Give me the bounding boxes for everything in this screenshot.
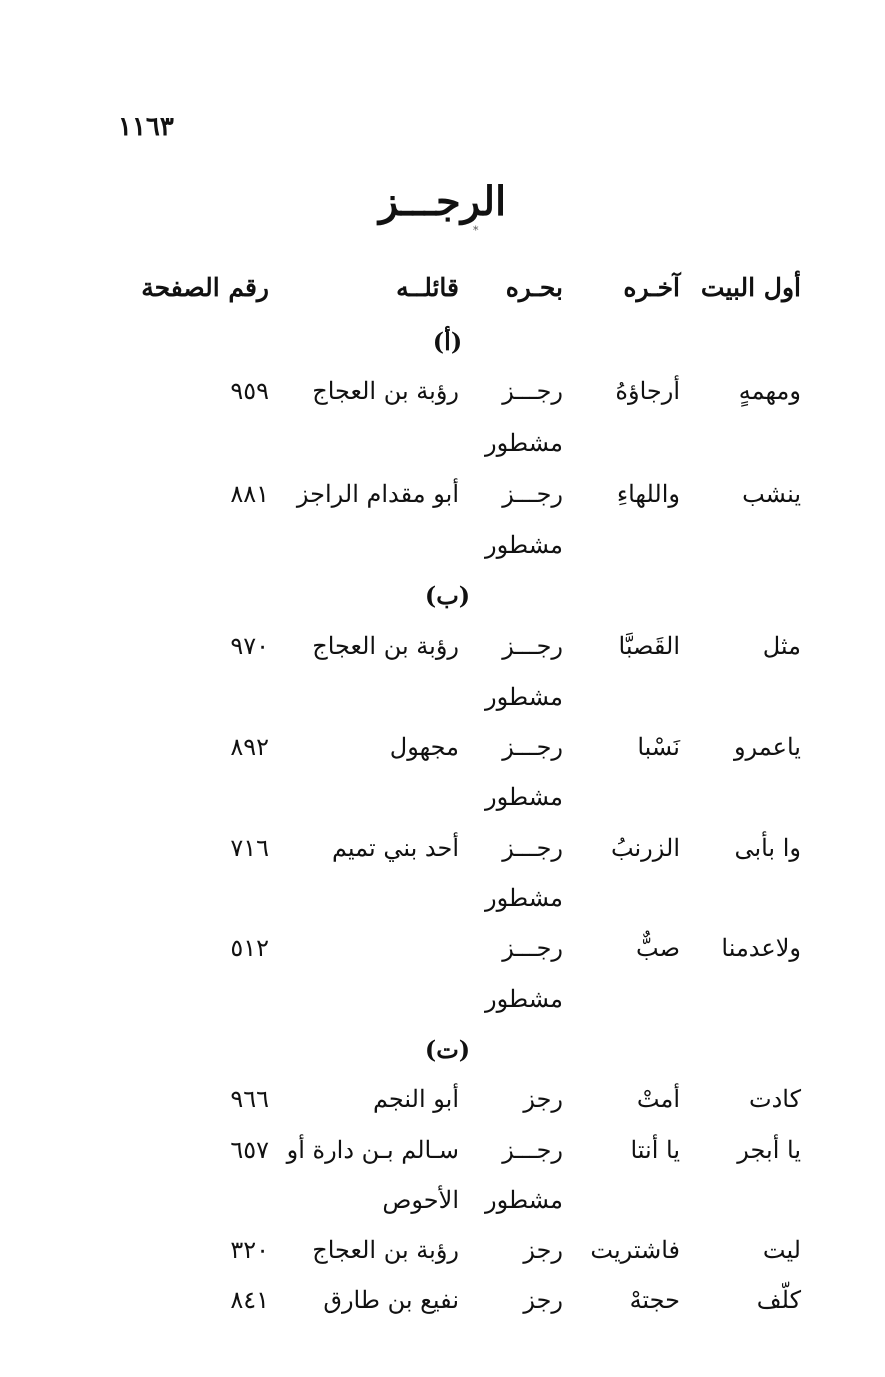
- first-word: وا بأبى: [734, 834, 801, 862]
- last-word: فاشتريت: [590, 1236, 680, 1264]
- poet: رؤبة بن العجاج: [312, 377, 459, 405]
- meter-qualifier: مشطور: [485, 683, 563, 711]
- meter-qualifier: مشطور: [485, 531, 563, 559]
- table-row-continuation: [0, 677, 885, 717]
- poet: أحد بني تميم: [331, 834, 459, 862]
- page-ref: ٣٢٠: [230, 1236, 269, 1264]
- first-word: ومهمهٍ: [738, 377, 801, 405]
- table-row: [0, 1079, 885, 1119]
- table-row: [0, 1130, 885, 1170]
- meter: رجـــز: [502, 733, 563, 761]
- header-last-word: آخـره: [623, 273, 680, 302]
- table-row-continuation: [0, 525, 885, 565]
- first-word: ينشب: [742, 480, 801, 508]
- last-word: يا أنتا: [630, 1136, 680, 1164]
- poet: سـالم بـن دارة أو: [286, 1136, 459, 1164]
- last-word: أمتْ: [636, 1085, 680, 1113]
- header-page: رقم الصفحة: [141, 273, 269, 302]
- poet: رؤبة بن العجاج: [312, 1236, 459, 1264]
- last-word: الزرنبُ: [610, 834, 680, 862]
- poet: رؤبة بن العجاج: [312, 632, 459, 660]
- last-word: القَصبَّا: [618, 632, 680, 660]
- section-heading-ba: (ب): [424, 581, 471, 610]
- meter: رجز: [523, 1085, 563, 1113]
- poet: مجهول: [389, 733, 459, 761]
- meter-qualifier: مشطور: [485, 429, 563, 457]
- meter: رجـــز: [502, 480, 563, 508]
- meter: رجـــز: [502, 934, 563, 962]
- header-meter: بحـره: [505, 273, 563, 302]
- first-word: كلّف: [756, 1286, 801, 1314]
- page-title: الرجـــز: [378, 178, 507, 225]
- last-word: أرجاؤهُ: [615, 377, 680, 405]
- meter: رجـــز: [502, 1136, 563, 1164]
- table-row-continuation: [0, 777, 885, 817]
- table-row-continuation: [0, 1180, 885, 1220]
- table-row-continuation: [0, 979, 885, 1019]
- meter-qualifier: مشطور: [485, 985, 563, 1013]
- last-word: صبٌّ: [636, 934, 680, 962]
- page-number: ١١٦٣: [118, 112, 174, 142]
- table-row: [0, 1280, 885, 1320]
- header-poet: قائلــه: [396, 273, 459, 302]
- ornament-star: *: [473, 224, 479, 237]
- table-row: [0, 371, 885, 411]
- meter: رجـــز: [502, 632, 563, 660]
- poet-continuation: الأحوص: [382, 1186, 459, 1214]
- page-ref: ٨٩٢: [230, 733, 269, 761]
- meter-qualifier: مشطور: [485, 1186, 563, 1214]
- meter-qualifier: مشطور: [485, 884, 563, 912]
- table-row: [0, 828, 885, 868]
- section-heading-ta: (ت): [424, 1035, 471, 1064]
- table-row-continuation: [0, 423, 885, 463]
- meter: رجز: [523, 1286, 563, 1314]
- table-header: [0, 268, 885, 308]
- table-row: [0, 474, 885, 514]
- page-ref: ٥١٢: [230, 934, 269, 962]
- first-word: ليت: [762, 1236, 801, 1264]
- poet: أبو النجم: [372, 1085, 459, 1113]
- poet: نفيع بن طارق: [323, 1286, 459, 1314]
- first-word: مثل: [762, 632, 801, 660]
- section-heading-alif: (أ): [432, 327, 463, 356]
- first-word: ولاعدمنا: [721, 934, 801, 962]
- first-word: ياعمرو: [733, 733, 801, 761]
- table-row: [0, 626, 885, 666]
- last-word: نَسْبا: [637, 733, 680, 761]
- last-word: حجتهْ: [629, 1286, 680, 1314]
- meter: رجـــز: [502, 377, 563, 405]
- last-word: واللهاءِ: [616, 480, 680, 508]
- table-row: [0, 928, 885, 968]
- page-ref: ٩٥٩: [230, 377, 269, 405]
- page-ref: ٨٨١: [230, 480, 269, 508]
- page-ref: ٨٤١: [230, 1286, 269, 1314]
- page-ref: ٧١٦: [230, 834, 269, 862]
- table-row: [0, 1230, 885, 1270]
- meter: رجز: [523, 1236, 563, 1264]
- page-ref: ٦٥٧: [230, 1136, 269, 1164]
- poet: أبو مقدام الراجز: [296, 480, 459, 508]
- first-word: كادت: [748, 1085, 801, 1113]
- header-first-word: أول البيت: [700, 273, 801, 302]
- table-row-continuation: [0, 878, 885, 918]
- table-row: [0, 727, 885, 767]
- page-ref: ٩٦٦: [230, 1085, 269, 1113]
- meter-qualifier: مشطور: [485, 783, 563, 811]
- meter: رجـــز: [502, 834, 563, 862]
- page-ref: ٩٧٠: [230, 632, 269, 660]
- first-word: يا أبجر: [737, 1136, 801, 1164]
